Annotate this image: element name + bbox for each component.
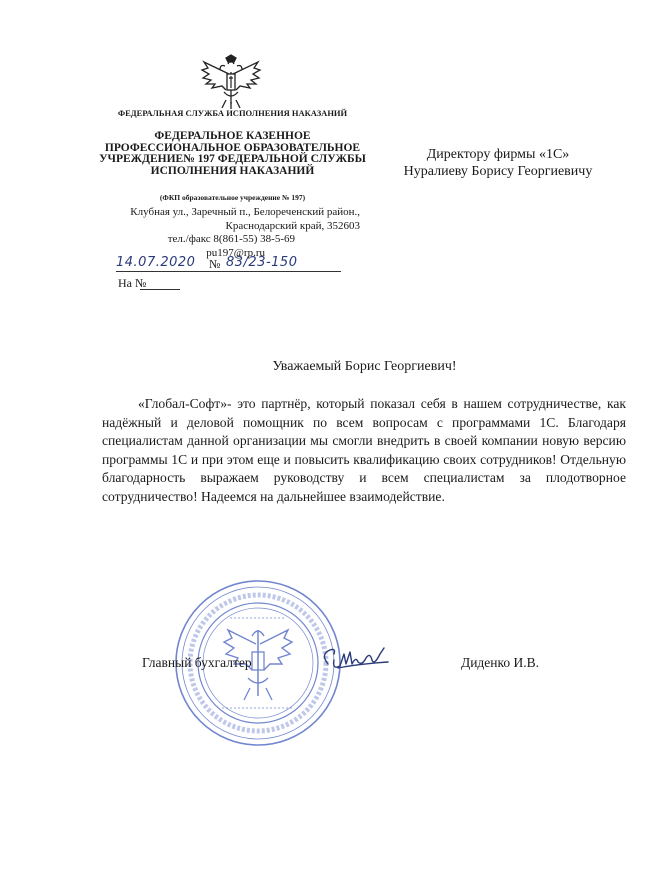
org-address-block (95, 206, 360, 260)
salutation: Уважаемый Борис Георгиевич! (272, 359, 457, 374)
org-institution-name: ФЕДЕРАЛЬНОЕ КАЗЕННОЕ ПРОФЕССИОНАЛЬНОЕ ОБРАЗОВАТЕЛЬНОЕ УЧРЕЖДЕНИЕ№ 197 ФЕДЕРАЛЬНОЙ СЛУЖБЫ ИСПОЛНЕНИЯ НАКАЗАНИЙ (99, 130, 366, 177)
reference-label: На № (118, 276, 147, 290)
number-sign: № (209, 257, 221, 271)
reference-blank-line (140, 289, 180, 290)
handwritten-outgoing-number: 83/23-150 (226, 255, 298, 270)
signatory-name: Диденко И.В. (461, 655, 540, 670)
org-email: pu197@rp.ru (206, 246, 265, 259)
org-phone: тел./факс 8(861-55) 38-5-69 (167, 233, 295, 245)
recipient-name: Нуралиеву Борису Георгиевичу (403, 164, 593, 179)
org-address: Клубная ул., Заречный п., Белореченский район., Краснодарский край, 352603 (130, 206, 360, 232)
recipient-block (388, 146, 608, 180)
handwritten-signature (318, 640, 398, 680)
org-agency-name: ФЕДЕРАЛЬНАЯ СЛУЖБА ИСПОЛНЕНИЯ НАКАЗАНИЙ (117, 108, 348, 118)
recipient-position: Директору фирмы «1С» (426, 147, 570, 162)
handwritten-date: 14.07.2020 (116, 255, 196, 270)
org-short-name: (ФКП образовательное учреждение № 197) (159, 193, 306, 202)
signatory-role: Главный бухгалтер (142, 655, 252, 670)
outgoing-number-line (116, 255, 341, 272)
letter-body: «Глобал-Софт»- это партнёр, который показал себя в нашем сотрудничестве, как надёжный и деловой помощник по всем вопросам с программами 1С. Благодаря специалистам данной организации мы смогли внедрить в своей компании новую версию программы 1С и при этом еще и повысить квалификацию своих сотрудников! Отдельную благодарность выражаем руководству и всем специалистам за плодотворное сотрудничество! Надеемся на дальнейшее взаимодействие. (102, 396, 626, 504)
double-headed-eagle-emblem-icon (200, 52, 262, 110)
